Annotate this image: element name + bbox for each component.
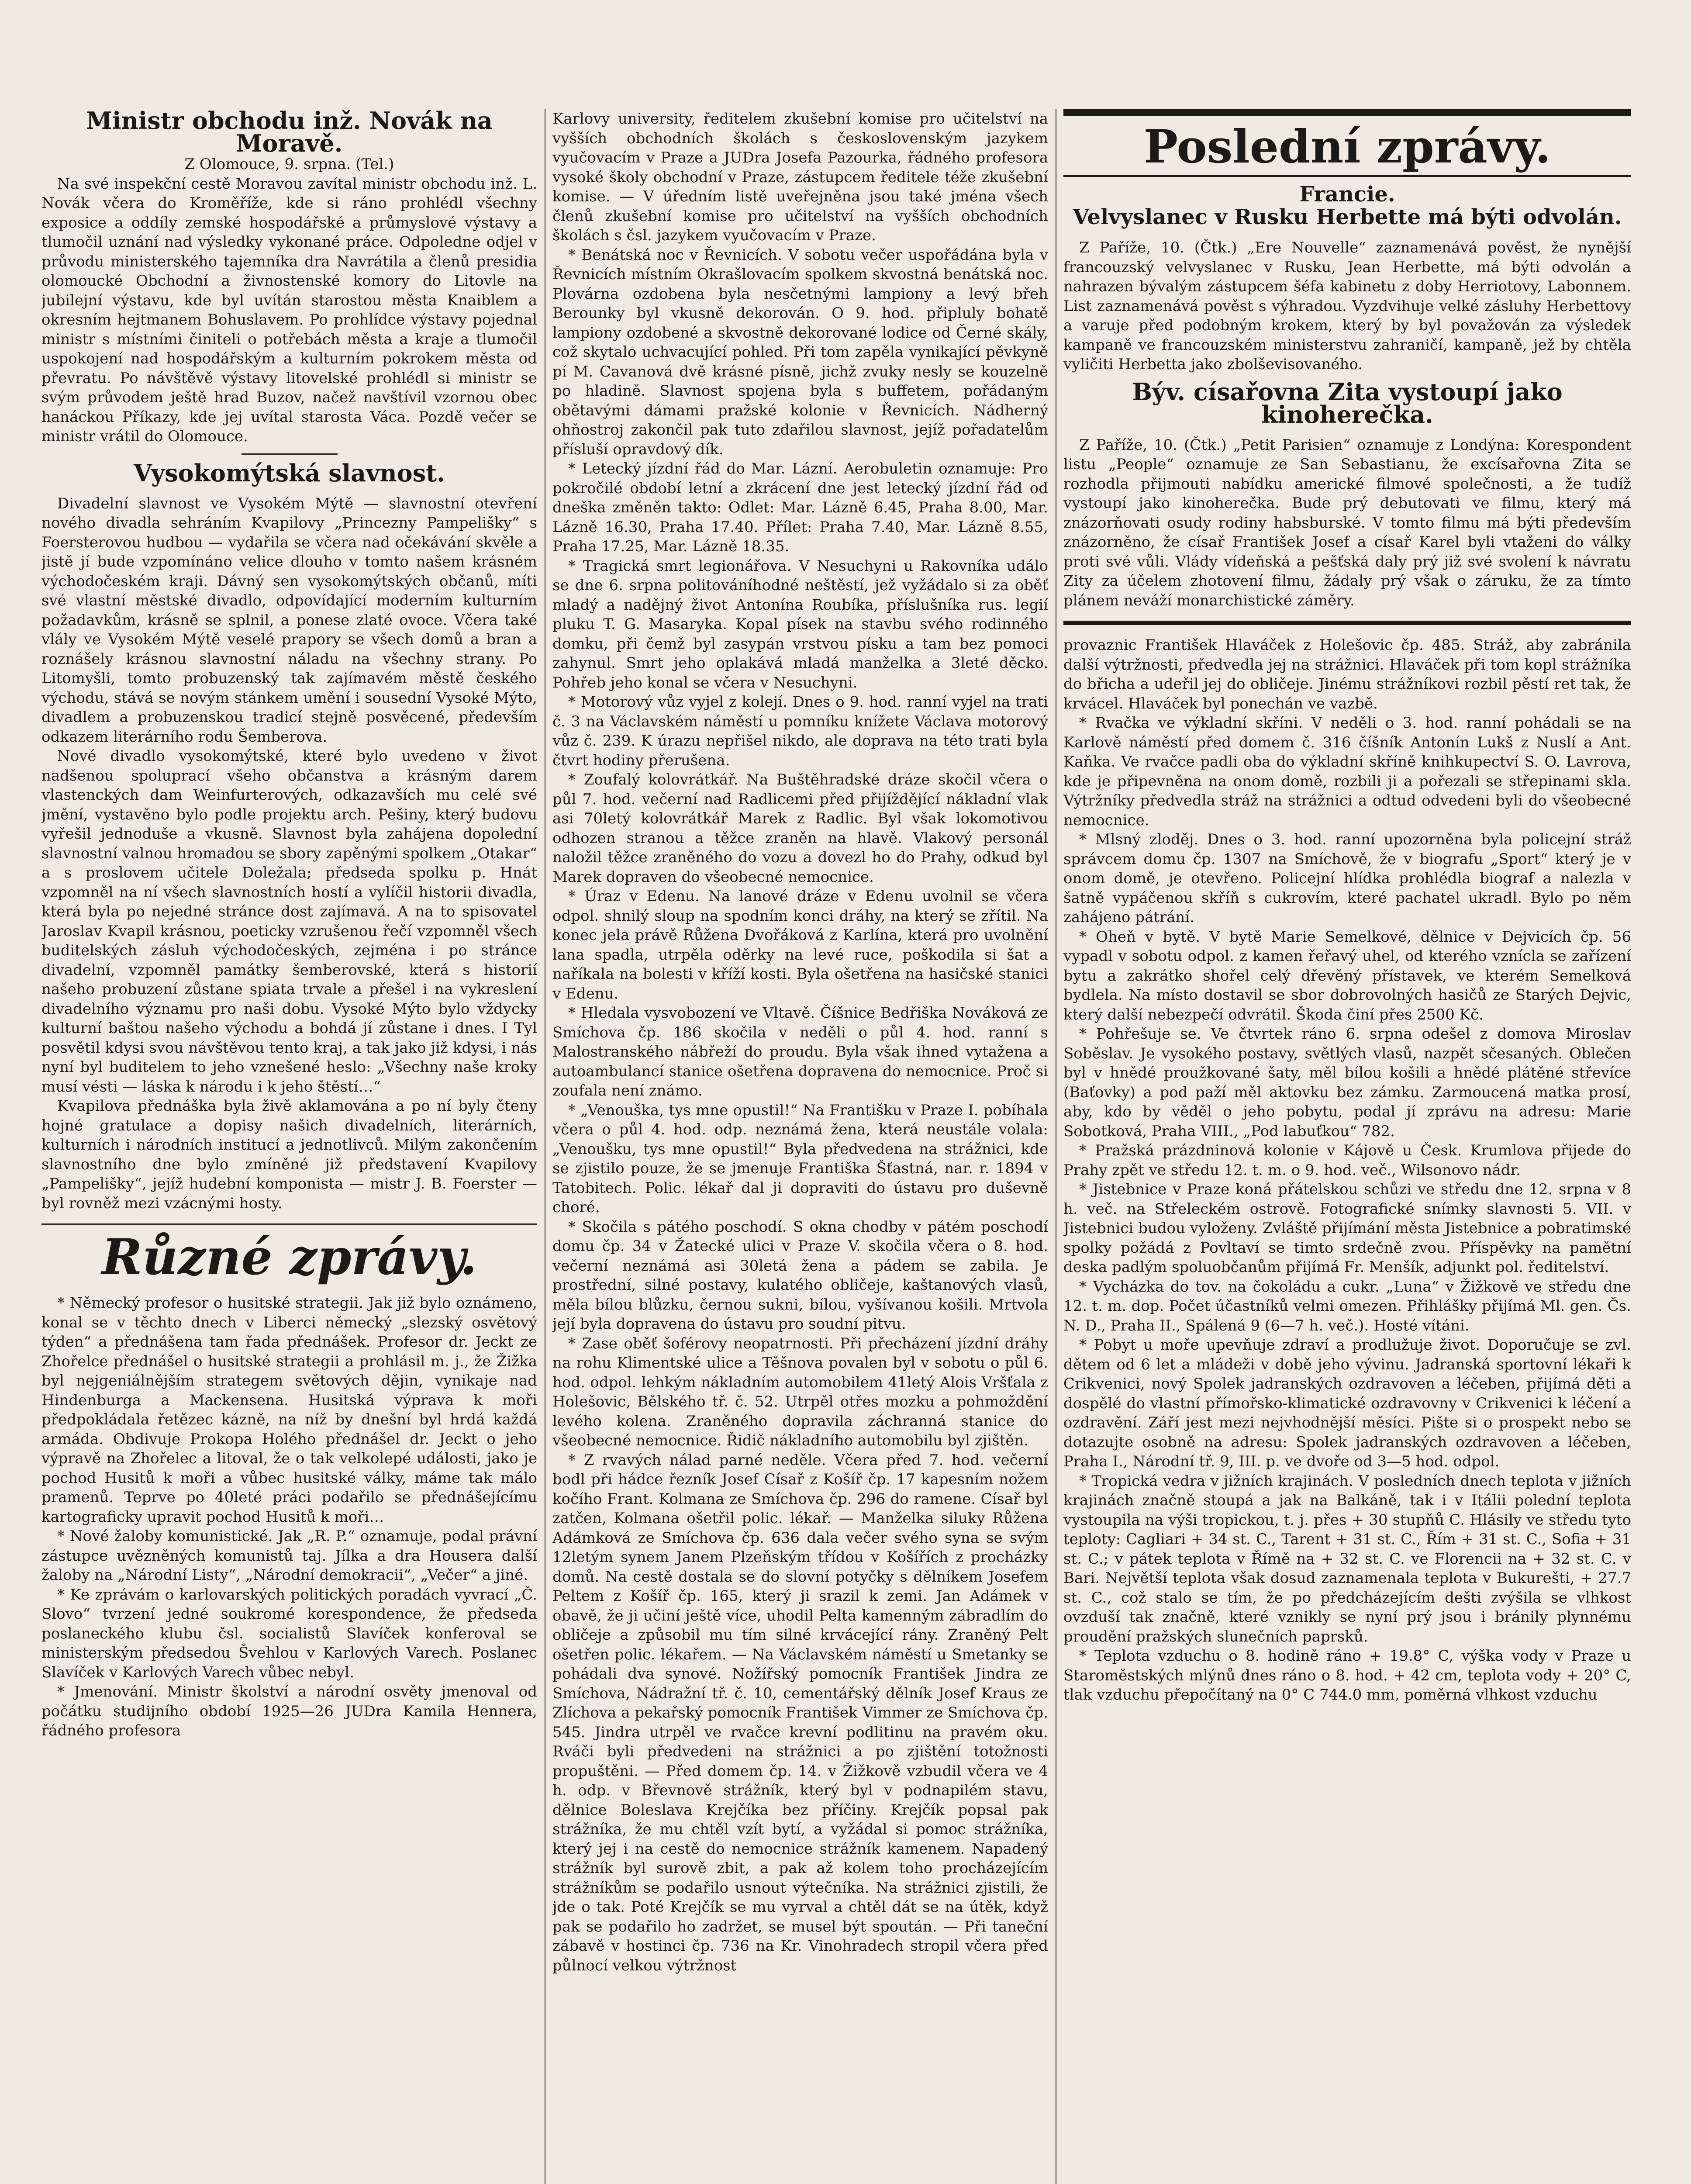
section-divider — [1063, 621, 1631, 625]
news-item: * Tragická smrt legionářova. V Nesuchyni u Rakovníka událo se dne 6. srpna politováníhodné neštěstí, jež vyžádalo si za oběť mladý a nadějný život Antonína Roubíka, příslušníka rus. legií pluku T. G. Masaryka. Kopal písek na stavbu svého rodinného domku, při čemž byl zasypán vrstvou písku a tam bez pomoci zahynul. Smrt jeho oplakává mladá manželka a 3leté děcko. Pohřeb jeho konal se včera v Nesuchyni. — [552, 557, 1048, 691]
article-paragraph: Kvapilova přednáška byla živě aklamována a po ní byly čteny hojné gratulace a dopisy našich divadelních, literárních, kulturních i národních institucí a jednotlivců. Milým zakončením slavnostního dne bylo zmíněné již představení Kvapilovy „Pampelišky“, jejíž hudební komponista — mistr J. B. Foerster — byl rovněž mezi vzácnými hosty. — [41, 1097, 537, 1212]
news-item: * Ke zprávám o karlovarských politických poradách vyvrací „Č. Slovo“ tvrzení jedné soukromé korespondence, že předseda poslaneckého klubu čsl. socialistů Slavíček konferoval se ministerským předsedou Švehlou v Karlových Varech. Poslanec Slavíček v Karlových Varech vůbec nebyl. — [41, 1586, 537, 1681]
news-item: * Benátská noc v Řevnicích. V sobotu večer uspořádána byla v Řevnicích místním Okrašlovacím spolkem skvostná benátská noc. Plovárna ozdobena byla nesčetnými lampiony a levý břeh Berounky byl vkusně dekorován. O 9. hod. připluly bohatě lampiony ozdobené a skvostně dekorované lodice od Černé skály, což skytalo uchvacující pohled. Při tom zapěla vynikající pěvkyně pí M. Cavanová dvě krásné písně, jichž zvuky nesly se kouzelně po hladině. Slavnost spojena byla s buffetem, pořádaným obětavými dámami pražské kolonie v Řevnicích. Nádherný ohňostroj zakončil pak tuto zdařilou slavnost, jejíž pořadatelům přísluší opravdový dík. — [552, 246, 1048, 458]
newspaper-page — [41, 109, 1631, 2184]
news-item: * Vycházka do tov. na čokoládu a cukr. „Luna“ v Žižkově ve středu dne 12. t. m. dop. Počet účastníků velmi omezen. Přihlášky přijímá Ml. gen. Čs. N. D., Praha II., Spálená 9 (6—7 h. več.). Hosté vítáni. — [1063, 1278, 1631, 1334]
news-item: * Motorový vůz vyjel z kolejí. Dnes o 9. hod. ranní vyjel na trati č. 3 na Václavském náměstí u pomníku knížete Václava motorový vůz č. 239. K úrazu nepřišel nikdo, ale doprava na této trati byla čtvrt hodiny přerušena. — [552, 693, 1048, 769]
news-item: * Pobyt u moře upevňuje zdraví a prodlužuje život. Doporučuje se zvl. dětem od 6 let a mládeži v době jeho vývinu. Jadranská sportovní lékaři k Crikvenici, nový Spolek jadranských ozdravoven a léčeben, přijímá děti a dospělé do vlastní přímořsko-klimatické ozdravovny v Crikvenici k léčení a ozdravění. Září jest mezi nejvhodnější měsíci. Pište si o prospekt nebo se dotazujte osobně na adresu: Spolek jadranských ozdravoven a léčeben, Praha I., Národní tř. 9, III. p. ve dvoře od 3—5 hod. odpol. — [1063, 1336, 1631, 1470]
news-item: * Pohřešuje se. Ve čtvrtek ráno 6. srpna odešel z domova Miroslav Soběslav. Je vysokého postavy, světlých vlasů, nazpět sčesaných. Oblečen byl v hnědé proužkované šaty, měl bílou košili a hnědé plátěné střevíce (Baťovky) a pod paží měl aktovku bez zámku. Zarmoucená matka prosí, aby, kdo by věděl o jeho pobytu, podal jí zprávu na adresu: Marie Sobotková, Praha VIII., „Pod labuťkou“ 782. — [1063, 1025, 1631, 1140]
news-item: * Tropická vedra v jižních krajinách. V posledních dnech teplota v jižních krajinách značně stoupá a jak na Balkáně, tak i v Itálii polední teplota vystoupila na výši tropickou, t. j. přes + 30 stupňů C. Hlásily ve středu tyto teploty: Cagliari + 34 st. C., Tarent + 31 st. C., Řím + 31 st. C., Sofia + 31 st. C.; v pátek teplota v Římě na + 32 st. C. ve Florencii na + 32 st. C. v Bari. Největší teplota však dosud zaznamenala teplota v Bukurešti, + 27.7 st. C., což stalo se tím, že po předcházejícím dešti zvýšila se vlhkost ovzduší tak značně, které vznikly se nyní prý jsou i bránily plynnému proudění pražských slunečních paprsků. — [1063, 1472, 1631, 1645]
column-3 — [1063, 109, 1631, 2184]
article-paragraph: Nové divadlo vysokomýtské, které bylo uvedeno v život nadšenou spoluprací všeho občanstva a krásným darem vlastenckých dam Weinfurterových, odkazavších mu celé své jmění, vystavěno bylo podle projektu arch. Pešiny, který budovu vyřešil jednoduše a vkusně. Slavnost byla zahájena dopolední slavnostní valnou hromadou se sbory zapěnými spolkem „Otakar“ a s proslovem učitele Doležala; předseda spolku p. Hnát vzpomněl na ní všech slavnostních hostí a vylíčil historii divadla, která byla po nejedné stránce dost zajímavá. A na to spisovatel Jaroslav Kvapil krásnou, poeticky vzrušenou řečí vzpomněl všech buditelských zásluh východočeských, zejména i po stránce divadelní, vzpomněl památky šemberovské, která s historií našeho probuzení zůstane spiata trvale a přešel i na vykreslení divadelního významu pro naši dobu. Vysoké Mýto bylo vždycky kulturní baštou našeho východu a bohdá jí zůstane i dnes. I Tyl posvětil kdysi svou návštěvou tento kraj, a tak jako již kdysi, i nás nyní byl buditelem to jeho vznešené heslo: „Všechny naše kroky musí vésti — láska k národu i k jeho štěstí…“ — [41, 747, 537, 1095]
news-item: * Rvačka ve výkladní skříni. V neděli o 3. hod. ranní pohádali se na Karlově náměstí před domem č. 316 číšník Antonín Lukš z Nuslí a Ant. Kaňka. Ve rvačce padli oba do výkladní skříně knihkupectví S. O. Lavrova, kde je připevněna na onom domě, rozbili ji a pořezali se střepinami skla. Výtržníky předvedla stráž na strážnici a odtud odvedeni byli do všeobecné nemocnice. — [1063, 714, 1631, 829]
article-headline-zita: Býv. císařovna Zita vystoupí jako kinoherečka. — [1132, 377, 1563, 429]
article-headline-herbette: Velvyslanec v Rusku Herbette má býti odvolán. — [1073, 205, 1622, 229]
section-title-ruzne-zpravy: Různé zprávy. — [41, 1223, 537, 1284]
news-item: * Teplota vzduchu o 8. hodině ráno + 19.8° C, výška vody v Praze u Staroměstských mlýnů dnes ráno o 8. hod. + 42 cm, teplota vody + 20° C, tlak vzduchu přepočítaný na 0° C 744.0 mm, poměrná vlhkost vzduchu — [1063, 1647, 1631, 1704]
article-body: Z Paříže, 10. (Čtk.) „Ere Nouvelle“ zaznamenává pověst, že nynější francouzský velvyslanec v Rusku, Jean Herbette, má býti odvolán a nahrazen bývalým zástupcem šéfa kabinetu z doby Herriotovy, Labonnem. List zaznamenává pověst s výhradou. Vyzdvihuje velké zásluhy Herbettovy a varuje před podobným krokem, který by byl považován za výsledek kampaně ve francouzském ministerstvu zahraničí, kampaně, jež by chtěla vyličiti Herbetta jako zbolševisovaného. — [1063, 239, 1631, 373]
article-body: Na své inspekční cestě Moravou zavítal ministr obchodu inž. L. Novák včera do Kroměříže, kde si ráno prohlédl všechny exposice a oddíly zemské hospodářské a průmyslové výstavy a tlumočil uznání nad výsledky vykonané práce. Odpoledne odjel v průvodu ministerského tajemníka dra Navrátila a členů presidia olomoucké Obchodní a živnostenské komory do Litovle na jubilejní výstavu, kde byl uvítán starostou města Knaiblem a okresním hejtmanem Bohuslavem. Po prohlídce výstavy pojednal ministr s místními činiteli o potřebách města a kraje a tlumočil uspokojení nad hospodářským a kulturním pokrokem města od převratu. Po návštěvě výstavy litovelské prohlédl si ministr se svým průvodem ještě hrad Buzov, načež navštívil vzornou obec hanáckou Příkazy, kde jej uvítal starosta Váca. Pozdě večer se ministr vrátil do Olomouce. — [41, 175, 537, 445]
news-item: * Skočila s pátého poschodí. S okna chodby v pátém poschodí domu čp. 34 v Žatecké ulici v Praze V. skočila včera o 8. hod. večerní neznámá asi 30letá žena a pádem se zabila. Je prostřední, silné postavy, kulatého obličeje, kaštanových vlasů, měla bílou blůzku, černou sukni, bílou, vyšívanou košili. Mrtvola její byla dopravena do ústavu pro soudní pitvu. — [552, 1218, 1048, 1333]
dateline: Z Olomouce, 9. srpna. (Tel.) — [184, 156, 394, 173]
column-1 — [41, 109, 537, 2184]
news-item: * Hledala vysvobození ve Vltavě. Číšnice Bedřiška Nováková ze Smíchova čp. 186 skočila v neděli o půl 4. hod. ranní s Malostranského nábřeží do proudu. Byla však ihned vytažena a autoambulancí stanice ošetřena dopravena do nemocnice. Proč si zoufala není známo. — [552, 1004, 1048, 1099]
subhead-francie: Francie. — [1299, 182, 1395, 207]
news-item: * Nové žaloby komunistické. Jak „R. P.“ oznamuje, podal právní zástupce uvězněných komunistů taj. Jílka a dra Housera další žaloby na „Národní Listy“, „Národní demokracii“, „Večer“ a jiné. — [41, 1527, 537, 1584]
news-item: * Mlsný zloděj. Dnes o 3. hod. ranní upozorněna byla policejní stráž správcem domu čp. 1307 na Smíchově, že v biografu „Sport“ který je v onom domě, je otevřeno. Policejní hlídka prohlédla biograf a nalezla v šatně vypáčenou skříň s cukrovím, které pachatel ukradl. Bylo po něm zahájeno pátrání. — [1063, 831, 1631, 926]
news-item: * Oheň v bytě. V bytě Marie Semelkové, dělnice v Dejvicích čp. 56 vypadl v sobotu odpol. z kamen řeřavý uhel, od kterého vznícla se zařízení bytu a zakrátko shořel celý dřevěný přístavek, ve kterém Semelková bydlela. Na místo dostavil se sbor dobrovolných hasičů ze Starých Dejvic, který další nebezpečí odvrátil. Škoda činí přes 2500 Kč. — [1063, 928, 1631, 1023]
news-item: * Jistebnice v Praze koná přátelskou schůzi ve středu dne 12. srpna v 8 h. več. na Střeleckém ostrově. Fotografické snímky slavnosti 5. VII. v Jistebnici budou vyloženy. Zvláště přijímání města Jistebnice a pobratimské spolky požádá z Povltaví se timto srdečně zvou. Příspěvky na pamětní deska padlým spoluobčanům přijímá Fr. Menšík, adjunkt pol. ředitelství. — [1063, 1181, 1631, 1276]
news-item: * Letecký jízdní řád do Mar. Lázní. Aerobuletin oznamuje: Pro pokročilé období letní a zkrácení dne jest letecký jízdní řád od dneška změněn takto: Odlet: Mar. Lázně 6.45, Praha 8.00, Mar. Lázně 16.30, Praha 17.40. Přílet: Praha 7.40, Mar. Lázně 8.55, Praha 17.25, Mar. Lázně 18.35. — [552, 460, 1048, 555]
separator-rule — [242, 453, 338, 455]
news-item: * Z rvavých nálad parné neděle. Včera před 7. hod. večerní bodl při hádce řezník Josef Císař z Košíř čp. 17 kapesním nožem kočího Frant. Kolmana ze Smíchova čp. 296 do ramene. Císař byl zatčen, Kolmana ošetřil polic. lékař. — Manželka siluky Růžena Adámková ze Smíchova čp. 636 dala večer svého syna se svým 12letým synem Janem Plzeňským třídou v Košířích z procházky domů. Na cestě dostala se do slovní potyčky s dělníkem Josefem Peltem z Košíř čp. 165, který ji srazil k zemi. Jan Adámek v obavě, že ji učiní ještě více, uhodil Pelta kamenným zábradlím do obličeje a způsobil mu tím silné krvácející rány. Zraněný Pelt ošetřen polic. lékařem. — Na Václavském náměstí u Smetanky se pohádali dva synové. Nožířský pomocník František Jindra ze Smíchova, Nádražní tř. č. 10, cementářský dělník Josef Kraus ze Zlíchova a pekařský pomocník František Vimmer ze Smíchova čp. 545. Jindra utrpěl ve rvačce krevní podlitinu na pravém oku. Rváči byli předvedeni na strážnici a po zjištění totožnosti propuštěni. — Před domem čp. 14. v Žižkově vzbudil včera ve 4 h. odp. v Břevnově strážník, který byl v podnapilém stavu, dělnice Boleslava Krejčíka bez příčiny. Krejčík popsal pak strážníka, že mu chtěl vzít bytí, a vyžádal si pomoc strážníka, který jej i na cestě do nemocnice strážník kamenem. Napadený strážník byl surově zbit, a pak až kolem toho procházejícím strážníkům se podařilo usnout výtečníka. Na strážnici zjistili, že jde o tak. Poté Krejčík se mu vyrval a chtěl dát se na útěk, když pak se podařilo ho zadržet, se musel být spoután. — Při taneční zábavě v hostinci čp. 736 na Kr. Vinohradech stropil včera před půlnocí velkou výtržnost — [552, 1451, 1048, 1974]
article-body: Z Paříže, 10. (Čtk.) „Petit Parisien“ oznamuje z Londýna: Korespondent listu „People“ oznamuje ze San Sebastianu, že excísařovna Zita se rozhodla přijmouti nabídku americké filmové společnosti, a že tudíž vystoupí jako kinoherečka. Bude prý debutovati ve filmu, který má znázorňovati osudy rodiny habsburské. V tomto filmu má býti především znázorněno, že císař František Josef a císař Karel byli vtaženi do války proti své vůli. Vlády vídeňská a pešťská daly prý již své svolení k návratu Zity za účelem zhotovení filmu, žádaly prý však o záruku, že za tímto plánem neváží monarchistické záměry. — [1063, 436, 1631, 609]
news-item: provaznic František Hlaváček z Holešovic čp. 485. Stráž, aby zabránila další výtržnosti, předvedla jej na strážnici. Hlaváček při tom kopl strážníka do břicha a udeřil jej do obličeje. Jinému strážníkovi rozbil pěstí ret tak, že krvácel. Hlaváček byl ponechán ve vazbě. — [1063, 636, 1631, 712]
news-item: * Zoufalý kolovrátkář. Na Buštěhradské dráze skočil včera o půl 7. hod. večerní nad Radlicemi před přijíždějící nákladní vlak asi 70letý kolovrátkář Marek z Radlic. Byl však lokomotivou odhozen stranou a těžce zraněn na hlavě. Vlakový personál naložil těžce zraněného do vozu a dovezl ho do Prahy, odkud byl Marek dopraven do všeobecné nemocnice. — [552, 771, 1048, 886]
news-item: * Zase oběť šoférovy neopatrnosti. Při přecházení jízdní dráhy na rohu Klimentské ulice a Těšnova povalen byl v sobotu o půl 6. hod. odpol. lehkým nákladním automobilem 41letý Alois Vršťala z Holešovic, Bělského tř. č. 52. Utrpěl otřes mozku a pohmoždění levého kolena. Zraněného dopravila záchranná stanice do všeobecné nemocnice. Řidič nákladního automobilu byl zjištěn. — [552, 1334, 1048, 1449]
column-2 — [552, 109, 1048, 2184]
news-item: * „Venouška, tys mne opustil!“ Na Františku v Praze I. pobíhala včera o půl 4. hod. odp. neznámá žena, která neustále volala: „Venoušku, tys mne opustil!“ Byla předvedena na strážnici, kde se zjistilo pouze, že se jmenuje Františka Šťastná, nar. r. 1894 v Tatobitech. Polic. lékař dal ji dopraviti do ústavu pro duševně choré. — [552, 1101, 1048, 1216]
news-item: * Úraz v Edenu. Na lanové dráze v Edenu uvolnil se včera odpol. shnilý sloup na spodním konci dráhy, na který se zřítil. Na konec jela právě Růžena Dvořáková z Karlína, která pro uvolnění lana spadla, utrpěla oděrky na levé ruce, poškodila si šat a naříkala na bolesti v kříží kosti. Byla ošetřena na hasičské stanici v Edenu. — [552, 888, 1048, 1002]
article-headline-novak: Ministr obchodu inž. Novák na Moravě. — [86, 109, 493, 157]
article-headline-vysokomytska: Vysokomýtská slavnost. — [134, 459, 445, 487]
news-item: * Jmenování. Ministr školství a národní osvěty jmenoval od počátku studijního období 1925—26 JUDra Kamila Hennera, řádného profesora — [41, 1683, 537, 1739]
article-paragraph: Divadelní slavnost ve Vysokém Mýtě — slavnostní otevření nového divadla sehráním Kvapilovy „Princezny Pampelišky“ s Foersterovou hudbou — vydařila se včera nad očekávání skvěle a jistě jí bude vzpomínáno velice dlouho v tomto našem krásném východočeském kraji. Dávný sen vysokomýtských občanů, míti své vlastní městské divadlo, odpovídající moderním kulturním požadavkům, krásně se splnil, a ponese zlaté ovoce. Včera také vlály ve Vysokém Mýtě veselé prapory se všech domů a bran a roznášely krásnou slavnostní náladu na všechny strany. Po Litomyšli, tomto probuzenský tak zajímavém městě českého východu, stává se novým stánkem umění i sousední Vysoké Mýto, divadlem a probuzenskou tradicí stejně posvěcené, především odkazem literárního rodu Šemberova. — [41, 494, 537, 746]
news-item: Karlovy university, ředitelem zkušební komise pro učitelství na vyšších obchodních školách s československým jazykem vyučovacím v Praze a JUDra Josefa Pazourka, řádného profesora vysoké školy obchodní v Praze, zástupcem ředitele téže zkušební komise. — V úředním listě uveřejněna jsou také jména všech členů zkušební komise pro učitelství na vyšších obchodních školách s čsl. jazykem vyučovacím v Praze. — [552, 110, 1048, 244]
news-item: * Pražská prázdninová kolonie v Kájově u Česk. Krumlova přijede do Prahy zpět ve středu 12. t. m. o 9. hod. več., Wilsonovo nádr. — [1063, 1142, 1631, 1179]
section-title-posledni-zpravy: Poslední zprávy. — [1063, 109, 1631, 177]
news-item: * Německý profesor o husitské strategii. Jak již bylo oznámeno, konal se v těchto dnech v Liberci německý „slezský osvětový týden“ a přednášena tam řada přednášek. Profesor dr. Jeckt ze Zhořelce přednášel o husitské strategii a prohlásil m. j., že Žižka byl nejgeniálnějším strategem světových dějin, vynikaje nad Hindenburga a Mackensena. Husitská výprava k moři předpokládala řetězec kázně, na níž by dnešní byl hrdá každá armáda. Obdivuje Prokopa Holého přednášel dr. Jeckt o jeho výpravě na Zhořelec a litoval, že o tak velkolepé události, jako je pochod Husitů k moři a vůbec husitské války, máme tak málo pramenů. Teprve po 40leté práci podařilo se přednášejícímu kartograficky upravit pochod Husitů k moři… — [41, 1294, 537, 1526]
